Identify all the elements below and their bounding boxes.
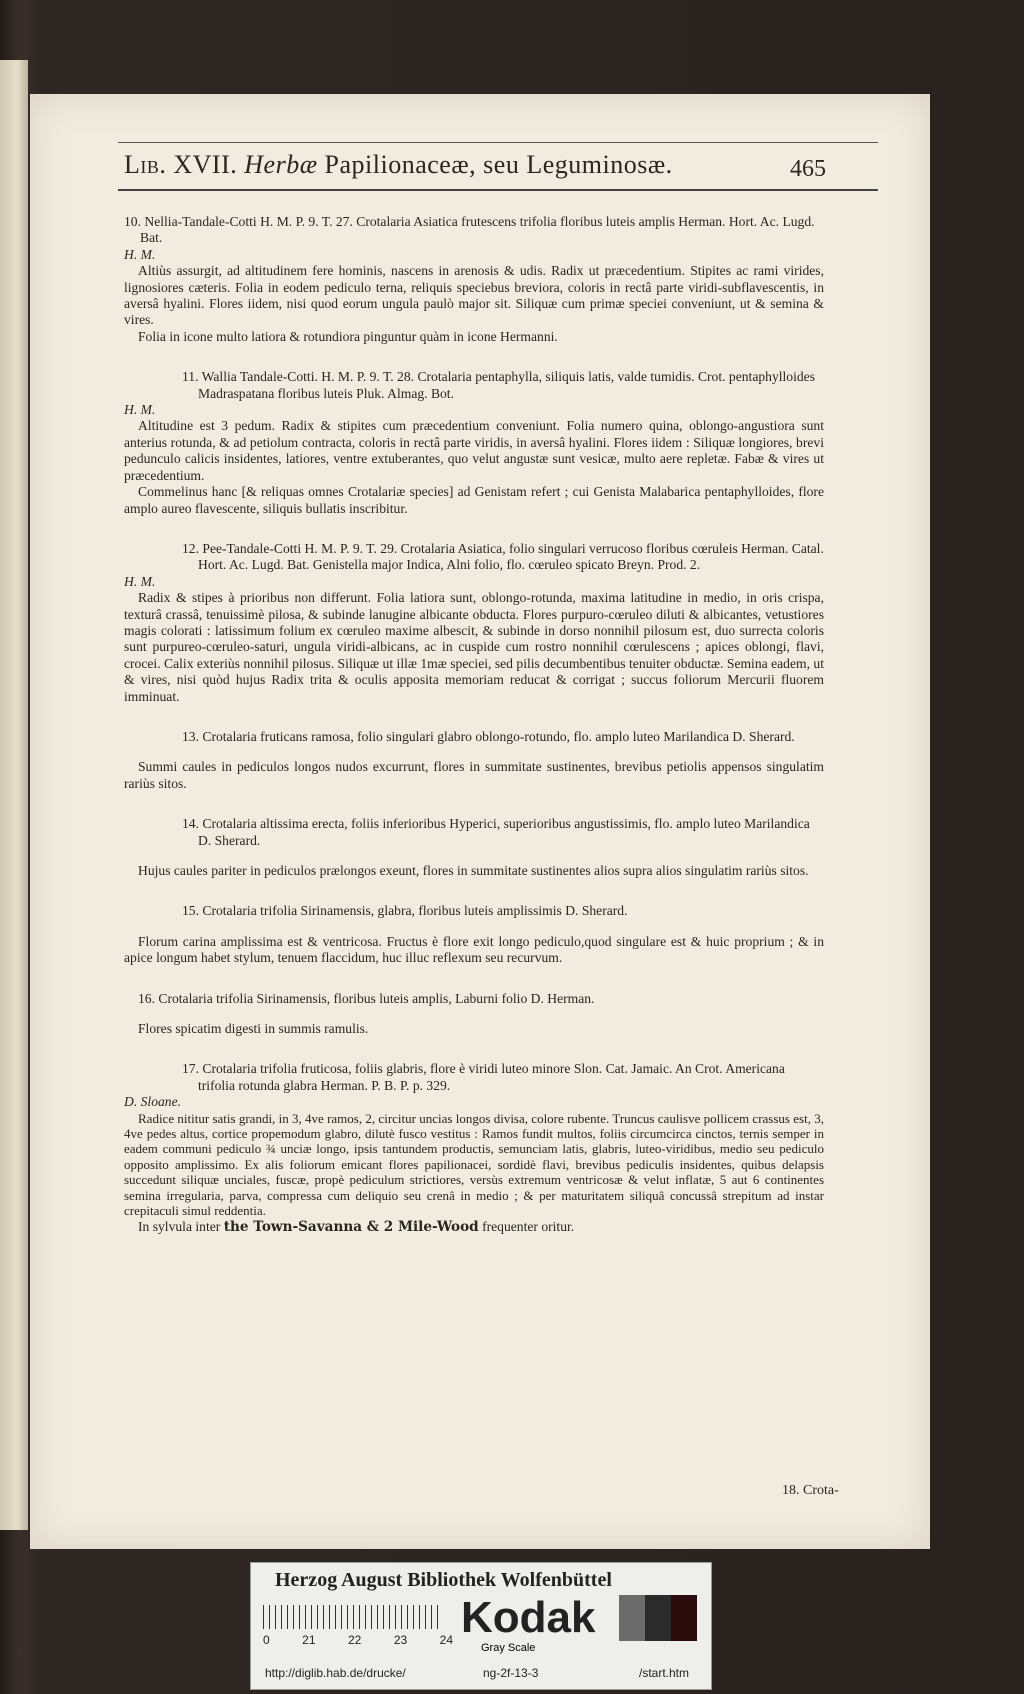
running-head <box>124 150 673 180</box>
entry-heading: 11. Wallia Tandale-Cotti. H. M. P. 9. T. 28. Crotalaria pentaphylla, siliquis latis, valde tumidis. Crot. pentaphylloides Madraspatana floribus luteis Pluk. Almag. Bot. <box>182 369 816 401</box>
entry-paragraph: Flores spicatim digesti in summis ramulis. <box>138 1021 369 1037</box>
ruler-number: 22 <box>347 1633 362 1647</box>
color-target-card <box>250 1562 712 1690</box>
catchword: 18. Crota- <box>782 1483 839 1498</box>
gray-scale-label: Gray Scale <box>481 1642 536 1654</box>
closing-line <box>124 1219 824 1235</box>
entry-paragraph: Altiùs assurgit, ad altitudinem fere hominis, nascens in arenosis & udis. Radix ut præcedentium. Stipites ac rami virides, lignosiores cæteris. Folia in eodem pediculo terna, reliquis speciebus breviora, coloris in rectâ parte viridi-subflavescentis, in aversâ hyalini. Flores iidem, nisi quod eorum ungula paulò major sit. Siliquæ cum primæ speciei conveniunt, ut & semina & vires. <box>124 263 824 328</box>
entry-paragraph: Folia in icone multo latiora & rotundiora pinguntur quàm in icone Hermanni. <box>138 328 558 344</box>
entry-heading: 17. Crotalaria trifolia fruticosa, foliis glabris, flore è viridi luteo minore Slon. Cat. Jamaic. An Crot. Americana trifolia rotunda glabra Herman. P. B. P. p. 329. <box>182 1061 785 1093</box>
gray-patch <box>671 1595 697 1641</box>
library-title: Herzog August Bibliothek Wolfenbüttel <box>275 1569 612 1591</box>
gray-patch <box>645 1595 671 1641</box>
entry-source: H. M. <box>124 246 156 262</box>
entry-paragraph: Summi caules in pediculos longos nudos excurrunt, flores in summitate sustinentes, brevibus petiolis appensos singulatim rariùs sitos. <box>124 759 824 791</box>
entry-heading: 14. Crotalaria altissima erecta, foliis inferioribus Hyperici, superioribus angustissimis, flo. amplo luteo Marilandica D. Sherard. <box>182 816 810 848</box>
blackletter-text: the Town-Savanna & 2 Mile-Wood <box>223 1218 479 1235</box>
entry-paragraph: Altitudine est 3 pedum. Radix & stipites cum præcedentium conveniunt. Folia numero quina, oblongo-angustiora sunt anterius rotunda, & ad petiolum contracta, coloris in rectâ parte viridis, in aversâ hyalini. Flores iidem : Siliquæ longiores, brevi pedunculo calicis insidentes, latiores, ventre extuberantes, quo velut angustæ sunt vesicæ, multo aere repletæ. Fabæ & vires ut præcedentium. <box>124 418 824 483</box>
entry-heading: 12. Pee-Tandale-Cotti H. M. P. 9. T. 29. Crotalaria Asiatica, folio singulari verrucoso floribus cœruleis Herman. Catal. Hort. Ac. Lugd. Bat. Genistella major Indica, Alni folio, flo. cœruleo spicato Breyn. Prod. 2. <box>182 540 824 573</box>
kodak-logo: Kodak <box>461 1593 596 1642</box>
start-link: /start.htm <box>639 1666 690 1680</box>
gray-patch <box>619 1595 645 1641</box>
ruler-number: 21 <box>302 1633 316 1647</box>
scale-ruler <box>263 1605 443 1629</box>
entry-paragraph: Hujus caules pariter in pediculos prælongos exeunt, flores in summitate sustinentes alios supra alios singulatim rariùs sitos. <box>138 863 809 878</box>
library-url: http://diglib.hab.de/drucke/ <box>265 1666 406 1680</box>
entry-paragraph: Commelinus hanc [& reliquas omnes Crotalariæ species] ad Genistam refert ; cui Genista Malabarica pentaphylloides, flore amplo aureo flavescente, siliquis bullatis inscribitur. <box>124 484 824 516</box>
header-rule-top <box>118 142 878 143</box>
entry-heading: 13. Crotalaria fruticans ramosa, folio singulari glabro oblongo-rotundo, flo. amplo luteo Marilandica D. Sherard. <box>182 728 795 744</box>
page-body <box>124 204 824 1235</box>
title-rest: Papilionaceæ, seu Leguminosæ. <box>324 150 673 179</box>
entry-heading: 16. Crotalaria trifolia Sirinamensis, floribus luteis amplis, Laburni folio D. Herman. <box>138 990 595 1006</box>
entry-heading: 15. Crotalaria trifolia Sirinamensis, glabra, floribus luteis amplissimis D. Sherard. <box>182 903 628 919</box>
ruler-number: 0 <box>263 1633 270 1647</box>
facing-page-edge <box>0 60 28 1530</box>
closing-pre: In sylvula inter <box>138 1218 221 1234</box>
book-number: Lib. XVII. <box>124 150 238 179</box>
shelfmark: ng-2f-13-3 <box>483 1666 539 1680</box>
page-number: 465 <box>790 156 826 182</box>
entry-heading: 10. Nellia-Tandale-Cotti H. M. P. 9. T. 27. Crotalaria Asiatica frutescens trifolia floribus luteis amplis Herman. Hort. Ac. Lugd. Bat. <box>124 214 815 246</box>
title-italic: Herbæ <box>244 150 318 179</box>
header-rule <box>118 189 878 191</box>
gray-scale-patches <box>619 1595 699 1641</box>
entry-source: D. Sloane. <box>124 1094 182 1110</box>
entry-source: H. M. <box>124 573 156 589</box>
entry-paragraph: Radice nititur satis grandi, in 3, 4ve ramos, 2, circitur uncias longos divisa, colore rubente. Truncus caulisve pollicem crassus est, 3, 4ve pedes altus, cortice propemodum glabro, dilutè fusco vestitus : Ramos fundit multos, foliis circumcirca cinctos, ternis semper in eadem communi pediculo ¾ unciæ longo, ipsis tantundem productis, semunciam latis, glabris, luteo-viridibus, medio seu pediculo opposito amplissimo. Ex alis foliorum emicant flores papilionacei, sordidè flavi, brevibus pediculis insidentes, quibus delapsis succedunt siliquæ unciales, fuscæ, propè pediculum strictiores, versùs extremum ventricosæ & velut inflatæ, 5 aut 6 continentes semina irregularia, parva, compressa cum deliquio seu crenâ in medio ; & per maturitatem siliquâ concussâ strepitum ad instar crepitaculi simul reddentia. <box>124 1110 824 1219</box>
entry-paragraph: Radix & stipes à prioribus non differunt. Folia latiora sunt, oblongo-rotunda, maxima latitudine in medio, in oris crispa, texturâ crassâ, tenuissimè pilosa, & subinde lanugine albicante obducta. Flores purpuro-cœruleo diluti & albicantes, vetustiores magis colorati : latissimum folium ex cœruleo maxime albescit, & subinde in dorso nonnihil pilosum est, duo surrecta coloris sunt purpureo-cœruleo-saturi, ungula viridi-albicans, ac in cuspide cum rostro nonnihil cœrulescens ; apices oblongi, flavi, crocei. Calix exteriùs nonnihil pilosus. Siliquæ ut illæ 1mæ speciei, sed pilis decumbentibus tenuiter obductæ. Semina eadem, ut & vires, nisi quòd hujus Radix trita & oculis apposita memoriam reducat & corrigat ; succus foliorum Mercurii fluorem imminuat. <box>124 590 824 704</box>
entry-source: H. M. <box>124 402 156 418</box>
closing-post: frequenter oritur. <box>482 1218 575 1234</box>
ruler-number: 23 <box>393 1633 408 1647</box>
entry-paragraph: Florum carina amplissima est & ventricosa. Fructus è flore exit longo pediculo,quod singulare est & huic proprium ; & in apice longum habet stylum, tenuem flaccidum, huc illuc reflexum seu recurvum. <box>124 933 824 966</box>
ruler-number: 24 <box>439 1633 453 1647</box>
book-page <box>30 94 930 1549</box>
ruler-numbers <box>263 1633 453 1647</box>
